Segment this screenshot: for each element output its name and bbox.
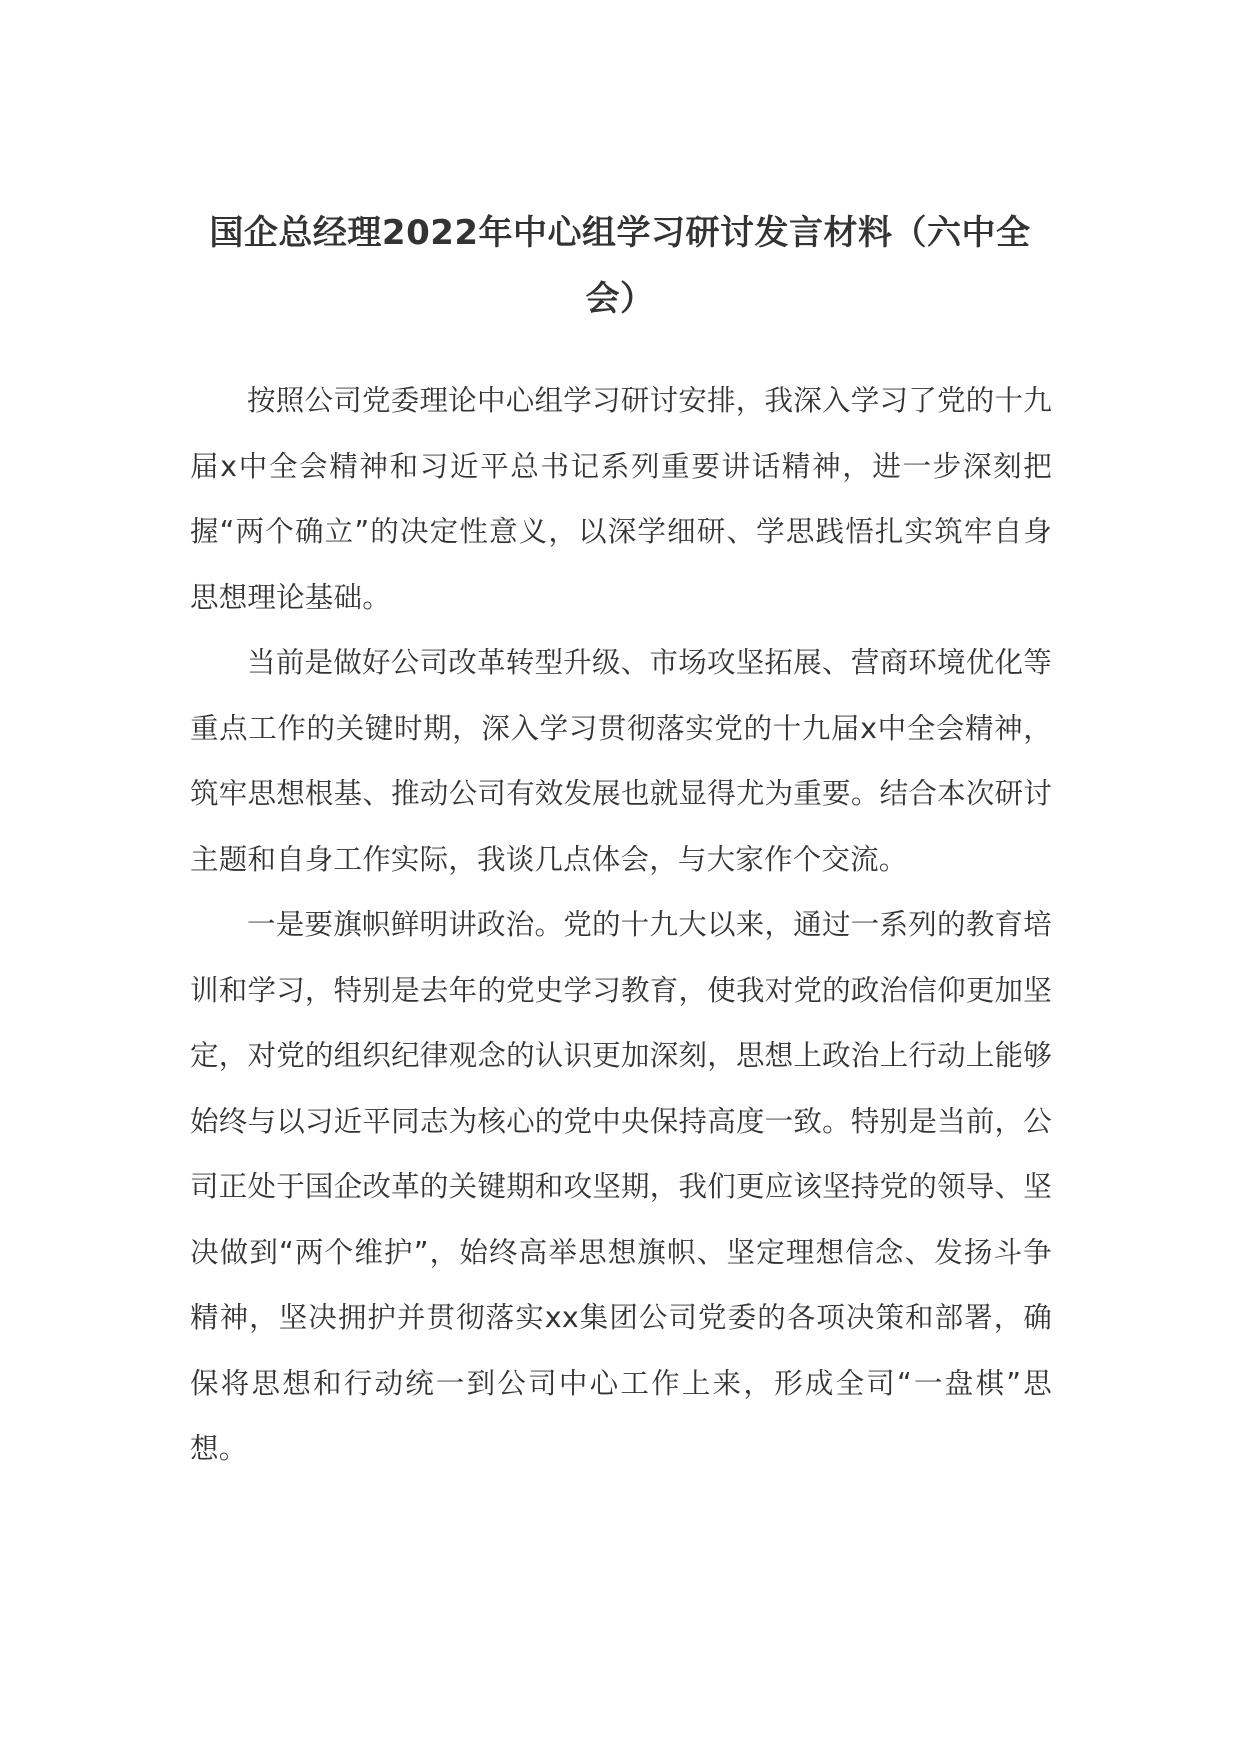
- document-title: 国企总经理2022年中心组学习研讨发言材料（六中全会）: [209, 213, 1031, 319]
- paragraph-intro: 按照公司党委理论中心组学习研讨安排，我深入学习了党的十九届x中全会精神和习近平总书记系列重要讲话精神，进一步深刻把握“两个确立”的决定性意义，以深学细研、学思践悟扎实筑牢自身思想理论基础。: [190, 384, 1052, 614]
- document-body: [190, 368, 1052, 1482]
- paragraph-point-one: 一是要旗帜鲜明讲政治。党的十九大以来，通过一系列的教育培训和学习，特别是去年的党史学习教育，使我对党的政治信仰更加坚定，对党的组织纪律观念的认识更加深刻，思想上政治上行动上能够始终与以习近平同志为核心的党中央保持高度一致。特别是当前，公司正处于国企改革的关键期和攻坚期，我们更应该坚持党的领导、坚决做到“两个维护”，始终高举思想旗帜、坚定理想信念、发扬斗争精神，坚决拥护并贯彻落实xx集团公司党委的各项决策和部署，确保将思想和行动统一到公司中心工作上来，形成全司“一盘棋”思想。: [190, 908, 1052, 1465]
- paragraph-context: 当前是做好公司改革转型升级、市场攻坚拓展、营商环境优化等重点工作的关键时期，深入学习贯彻落实党的十九届x中全会精神，筑牢思想根基、推动公司有效发展也就显得尤为重要。结合本次研讨主题和自身工作实际，我谈几点体会，与大家作个交流。: [190, 646, 1052, 876]
